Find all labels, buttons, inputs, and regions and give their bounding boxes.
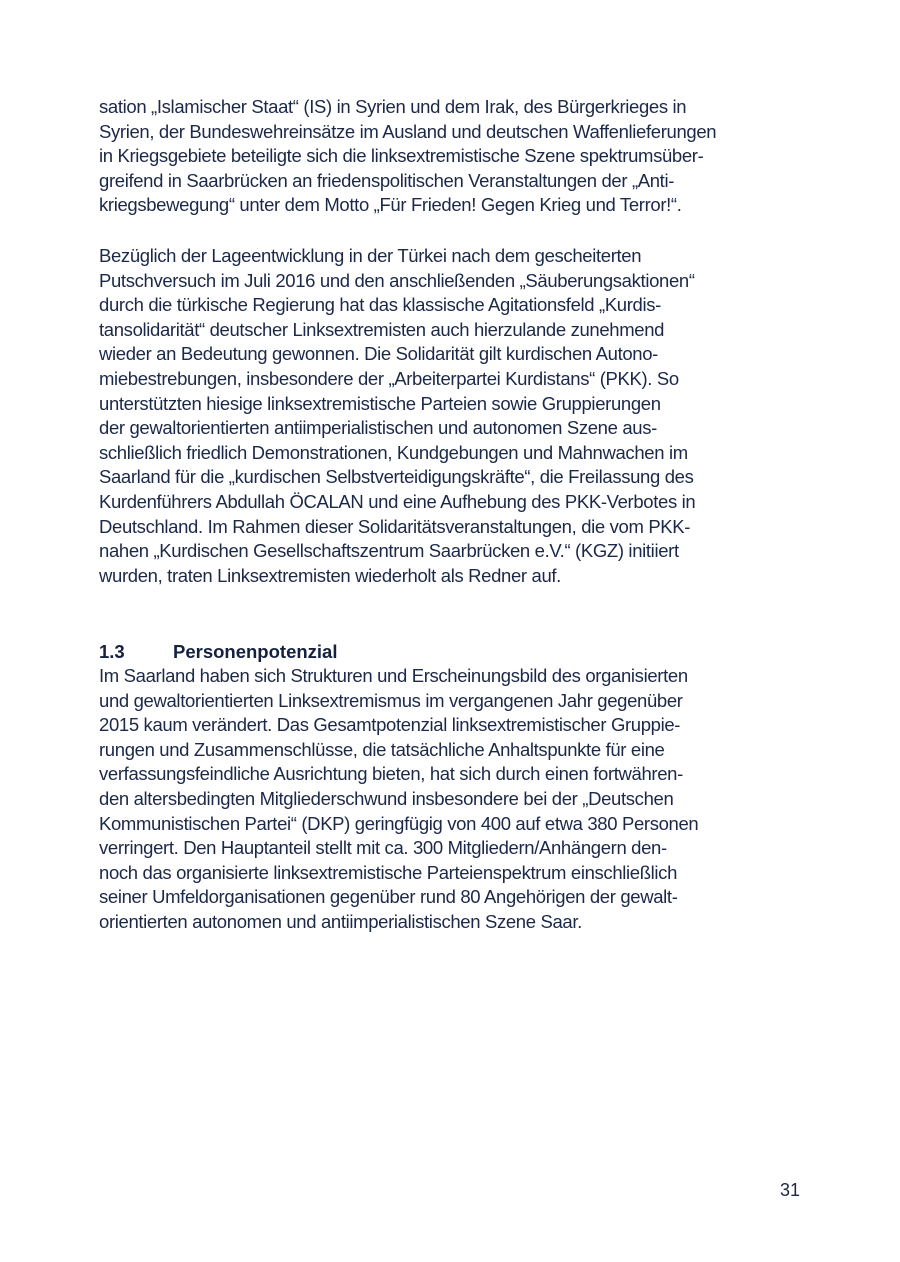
section-heading bbox=[99, 640, 819, 665]
text-line: sation „Islamischer Staat“ (IS) in Syrien und dem Irak, des Bürgerkrieges in bbox=[99, 96, 687, 117]
text-line: Saarland für die „kurdischen Selbstverteidigungskräfte“, die Freilassung des bbox=[99, 466, 694, 488]
paragraph-kurdistan-solidarity bbox=[99, 244, 819, 588]
text-line: der gewaltorientierten antiimperialistischen und autonomen Szene aus- bbox=[99, 417, 657, 439]
section-number: 1.3 bbox=[99, 641, 125, 662]
text-line: verringert. Den Hauptanteil stellt mit ca. 300 Mitgliedern/Anhängern den- bbox=[99, 837, 667, 859]
paragraph-antiwar bbox=[99, 95, 819, 218]
text-line: und gewaltorientierten Linksextremismus im vergangenen Jahr gegenüber bbox=[99, 689, 683, 711]
text-line: 2015 kaum verändert. Das Gesamtpotenzial linksextremistischer Gruppie- bbox=[99, 714, 681, 736]
text-line: Deutschland. Im Rahmen dieser Solidaritätsveranstaltungen, die vom PKK- bbox=[99, 515, 691, 537]
text-line: schließlich friedlich Demonstrationen, Kundgebungen und Mahnwachen im bbox=[99, 441, 688, 463]
text-line: kriegsbewegung“ unter dem Motto „Für Frieden! Gegen Krieg und Terror!“. bbox=[99, 194, 682, 216]
text-line: Putschversuch im Juli 2016 und den anschließenden „Säuberungsaktionen“ bbox=[99, 269, 695, 291]
text-line: wieder an Bedeutung gewonnen. Die Solidarität gilt kurdischen Autono- bbox=[99, 343, 658, 365]
paragraph-personenpotenzial bbox=[99, 664, 819, 935]
text-line: Bezüglich der Lageentwicklung in der Türkei nach dem gescheiterten bbox=[99, 245, 642, 266]
section-title: Personenpotenzial bbox=[173, 641, 338, 662]
text-line: seiner Umfeldorganisationen gegenüber rund 80 Angehörigen der gewalt- bbox=[99, 886, 678, 908]
text-line: den altersbedingten Mitgliederschwund insbesondere bei der „Deutschen bbox=[99, 787, 674, 809]
text-line: rungen und Zusammenschlüsse, die tatsächliche Anhaltspunkte für eine bbox=[99, 738, 665, 760]
text-line: Im Saarland haben sich Strukturen und Erscheinungsbild des organisierten bbox=[99, 665, 688, 686]
text-line: in Kriegsgebiete beteiligte sich die linksextremistische Szene spektrumsüber- bbox=[99, 145, 704, 167]
text-line: orientierten autonomen und antiimperialistischen Szene Saar. bbox=[99, 910, 582, 932]
text-line: miebestrebungen, insbesondere der „Arbeiterpartei Kurdistans“ (PKK). So bbox=[99, 367, 679, 389]
text-line: tansolidarität“ deutscher Linksextremisten auch hierzulande zunehmend bbox=[99, 318, 665, 340]
text-line: verfassungsfeindliche Ausrichtung bieten, hat sich durch einen fortwähren- bbox=[99, 763, 683, 785]
page-number: 31 bbox=[779, 1180, 800, 1200]
text-line: nahen „Kurdischen Gesellschaftszentrum Saarbrücken e.V.“ (KGZ) initiiert bbox=[99, 540, 679, 562]
text-line: Kurdenführers Abdullah ÖCALAN und eine Aufhebung des PKK-Verbotes in bbox=[99, 490, 696, 512]
text-line: unterstützten hiesige linksextremistische Parteien sowie Gruppierungen bbox=[99, 392, 661, 414]
text-line: durch die türkische Regierung hat das klassische Agitationsfeld „Kurdis- bbox=[99, 294, 661, 316]
text-line: Syrien, der Bundeswehreinsätze im Ausland und deutschen Waffenlieferungen bbox=[99, 120, 717, 142]
text-line: greifend in Saarbrücken an friedenspolitischen Veranstaltungen der „Anti- bbox=[99, 169, 675, 191]
text-line: wurden, traten Linksextremisten wiederholt als Redner auf. bbox=[99, 564, 561, 586]
text-line: Kommunistischen Partei“ (DKP) geringfügig von 400 auf etwa 380 Personen bbox=[99, 812, 699, 834]
text-line: noch das organisierte linksextremistische Parteienspektrum einschließlich bbox=[99, 861, 678, 883]
